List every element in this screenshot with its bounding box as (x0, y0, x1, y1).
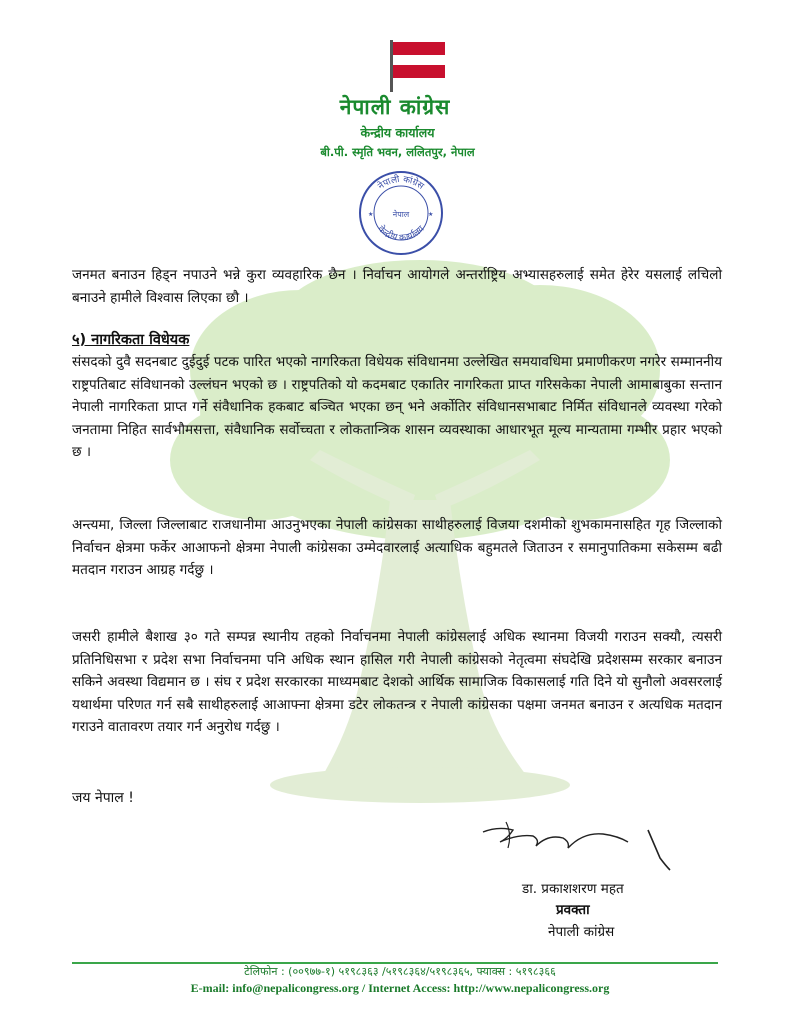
office-address: बी.पी. स्मृति भवन, ललितपुर, नेपाल (320, 145, 475, 159)
closing-slogan: जय नेपाल ! (72, 790, 134, 806)
signatory-role: प्रवक्ता (556, 902, 590, 918)
signatory-name: डा. प्रकाशशरण महत (522, 881, 624, 897)
handwritten-signature-icon (478, 812, 678, 882)
paragraph-dashain-appeal: अन्त्यमा, जिल्ला जिल्लाबाट राजधानीमा आउनुभएका नेपाली कांग्रेसका साथीहरुलाई विजया दशमीको शुभकामनासहित गृह जिल्लाको निर्वाचन क्षेत्रमा फर्केर आआफनो क्षेत्रमा नेपाली कांग्रेसका उम्मेदवारलाई अत्याधिक बहुमतले जिताउन र समानुपातिकमा सकेसम्म बढी मतदान गराउन आग्रह गर्दछु । (72, 517, 722, 578)
seal-top-text: नेपाली कांग्रेस (376, 174, 426, 192)
svg-text:★: ★ (428, 211, 434, 218)
paragraph-citizenship-bill: संसदको दुवै सदनबाट दुईदुई पटक पारित भएको नागरिकता विधेयक संविधानमा उल्लेखित समयावधिमा प्रमाणीकरण नगरेर सम्माननीय राष्ट्रपतिबाट संविधानको उल्लंघन भएको छ । राष्ट्रपतिको यो कदमबाट एकातिर नागरिकता प्राप्त गरिसकेका नेपाली आमाबाबुका सन्तान नेपाली नागरिकता प्राप्त गर्ने संवैधानिक हकबाट बञ्चित भएका छन् भने अर्कोतिर संविधानसभाबाट निर्मित संविधानले व्यवस्था गरेको जनतामा निहित सार्वभौमसत्ता, संवैधानिक सर्वोच्चता र लोकतान्त्रिक शासन व्यवस्थाका आधारभूत मूल्य मान्यतामा गम्भीर प्रहार भएको छ । (72, 354, 722, 460)
footer-contact-links: E-mail: info@nepalicongress.org / Internet Access: http://www.nepalicongress.org (190, 981, 610, 995)
paragraph-election-flexibility: जनमत बनाउन हिड्न नपाउने भन्ने कुरा व्यवहारिक छैन । निर्वाचन आयोगले अन्तर्राष्ट्रिय अभ्यासहरुलाई समेत हेरेर यसलाई लचिलो बनाउने हामीले विश्वास लिएका छौ । (72, 267, 722, 306)
seal-bottom-text: केन्द्रीय कार्यालय (375, 224, 427, 244)
svg-text:★: ★ (368, 211, 374, 218)
section-heading-citizenship-bill: ५) नागरिकता विधेयक (72, 332, 190, 348)
paragraph-election-victory: जसरी हामीले बैशाख ३० गते सम्पन्न स्थानीय तहको निर्वाचनमा नेपाली कांग्रेसलाई अधिक स्थानमा विजयी गराउन सक्यौ, त्यसरी प्रतिनिधिसभा र प्रदेश सभा निर्वाचनमा पनि अधिक स्थान हासिल गरी नेपाली कांग्रेसको नेतृत्वमा संघदेखि प्रदेशसम्म सरकार बनाउन सकिने अवस्था विद्यमान छ । संघ र प्रदेश सरकारका माध्यमबाट देशको आर्थिक सामाजिक विकासलाई गति दिने यो सुनौलो अवसरलाई यथार्थमा परिणत गर्न सबै साथीहरुलाई आआफ्ना क्षेत्रमा डटेर लोकतन्त्र र नेपाली कांग्रेसका पक्षमा जनमत बनाउन र अत्यधिक मतदान गराउने वातावरण तयार गर्न अनुरोध गर्दछु । (72, 629, 722, 735)
footer-phone: टेलिफोन : (००९७७-१) ५१९८३६३ /५१९८३६४/५१९८३६५, फ्याक्स : ५१९८३६६ (244, 965, 556, 978)
office-seal-icon (356, 168, 446, 258)
seal-center-text: नेपाल (392, 210, 410, 219)
svg-text:केन्द्रीय कार्यालय (375, 223, 427, 244)
party-flag-icon (386, 38, 450, 92)
signatory-organization: नेपाली कांग्रेस (548, 924, 615, 940)
organization-name: नेपाली कांग्रेस (339, 95, 451, 119)
office-name: केन्द्रीय कार्यालय (360, 125, 435, 140)
